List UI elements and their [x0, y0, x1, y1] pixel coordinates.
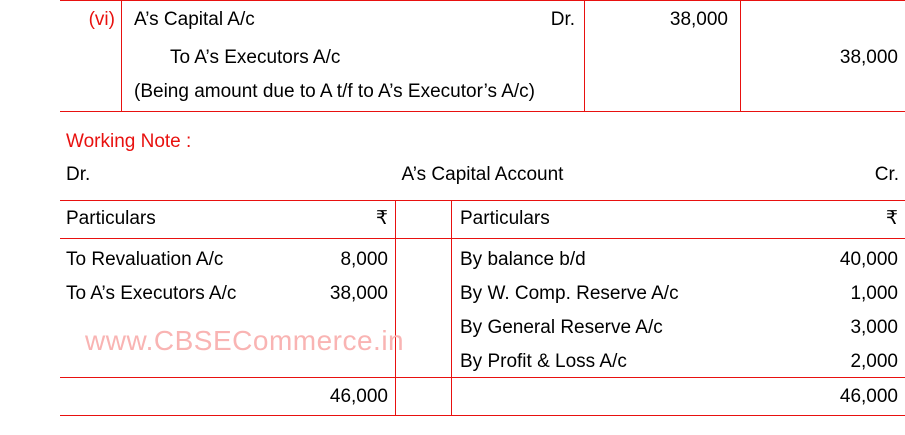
ledger-debit-amount: 38,000 — [329, 283, 388, 304]
journal-vline-debit — [584, 0, 585, 112]
ledger-debit-particulars: To Revaluation A/c — [66, 249, 224, 270]
journal-row-credit-amount: 38,000 — [839, 47, 898, 68]
working-note-heading: Working Note : — [66, 131, 192, 152]
ledger-vline-debit-amount — [395, 200, 396, 416]
ledger-total-debit: 46,000 — [329, 386, 388, 407]
ledger-credit-amount: 40,000 — [839, 249, 898, 270]
ledger-header-rule — [60, 238, 905, 239]
journal-row-drcr: Dr. — [550, 9, 575, 30]
journal-vline-credit — [740, 0, 741, 112]
journal-vline-particulars — [121, 0, 122, 112]
ledger-total-credit: 46,000 — [839, 386, 898, 407]
ledger-credit-particulars: By W. Comp. Reserve A/c — [460, 283, 679, 304]
journal-entry-number: (vi) — [88, 9, 115, 30]
ledger-header-amount-left: ₹ — [375, 208, 388, 229]
journal-row-credit-amount — [750, 2, 898, 38]
journal-row-debit-amount: 38,000 — [669, 9, 728, 30]
journal-row-narration: (Being amount due to A t/f to A’s Executor’s A/c) — [134, 81, 535, 102]
ledger-credit-amount: 3,000 — [850, 317, 898, 338]
ledger-vline-credit-particulars — [451, 200, 452, 416]
journal-row-particulars: A’s Capital A/c — [134, 9, 255, 30]
ledger-dr-label: Dr. — [66, 164, 91, 185]
ledger-credit-particulars: By Profit & Loss A/c — [460, 351, 627, 372]
ledger-bottom-rule — [60, 415, 905, 416]
ledger-table — [60, 200, 905, 420]
ledger-debit-particulars: To A’s Executors A/c — [66, 283, 237, 304]
ledger-credit-particulars: By General Reserve A/c — [460, 317, 663, 338]
ledger-credit-particulars: By balance b/d — [460, 249, 586, 270]
ledger-header-particulars-left: Particulars — [66, 208, 156, 229]
journal-top-rule — [60, 0, 905, 1]
journal-bottom-rule — [60, 111, 905, 112]
ledger-cr-label: Cr. — [874, 164, 899, 185]
journal-row-particulars: To A’s Executors A/c — [170, 47, 341, 68]
journal-entry-table — [60, 0, 905, 112]
ledger-debit-amount: 8,000 — [340, 249, 388, 270]
ledger-credit-amount: 2,000 — [850, 351, 898, 372]
journal-row-debit-amount — [594, 40, 728, 76]
watermark-text: www.CBSECommerce.in — [85, 325, 405, 356]
ledger-title: A’s Capital Account — [401, 164, 564, 185]
ledger-credit-amount: 1,000 — [850, 283, 898, 304]
ledger-header-particulars-right: Particulars — [460, 208, 550, 229]
ledger-heading — [60, 164, 905, 194]
ledger-header-amount-right: ₹ — [885, 208, 898, 229]
